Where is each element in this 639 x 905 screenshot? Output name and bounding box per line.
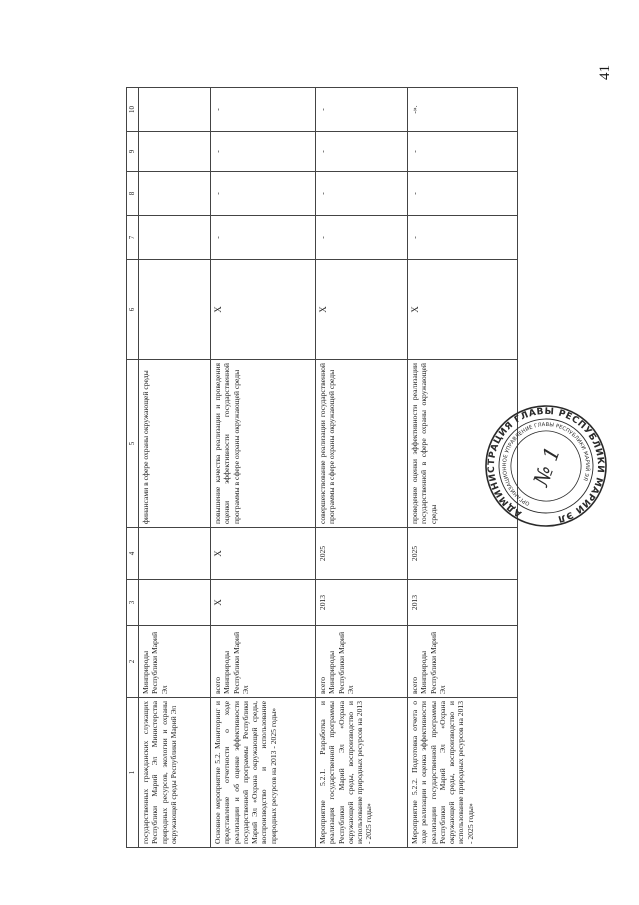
cell-result: повышение качества реализации и проведения оценки эффективности государственной программы в сфере охраны окружающей среды <box>211 360 316 528</box>
cell-col10: -». <box>408 88 518 132</box>
cell-total-label: всего <box>410 676 419 694</box>
cell-total-label: всего <box>213 676 222 694</box>
cell-executor <box>408 626 518 698</box>
cell-executor-name: Минприроды Республики Марий Эл <box>327 631 355 694</box>
official-seal-stamp <box>484 404 608 528</box>
seal-center-number: № 1 <box>528 443 566 490</box>
header-cell: 6 <box>127 260 139 360</box>
cell-total-label: всего <box>318 676 327 694</box>
header-row <box>127 88 139 848</box>
cell-activity: Основное мероприятие 5.2. Мониторинг и представление отчетности о ходе реализации и об оценке эффективности государственной программы Республики Марий Эл «Охрана окружающей среды, воспроизводство и использование природных ресурсов на 2013 - 2025 годы» <box>211 698 316 848</box>
program-table <box>126 87 518 848</box>
header-cell: 9 <box>127 132 139 172</box>
cell-col6: X <box>211 260 316 360</box>
cell-col10 <box>139 88 211 132</box>
cell-col9: - <box>316 132 408 172</box>
header-cell: 7 <box>127 216 139 260</box>
cell-result: совершенствование реализации государственной программы в сфере охраны окружающей среды <box>316 360 408 528</box>
cell-col7 <box>139 216 211 260</box>
cell-end-year: 2025 <box>316 528 408 580</box>
cell-col6: X <box>316 260 408 360</box>
cell-col8: - <box>211 172 316 216</box>
page-number: 41 <box>597 65 613 80</box>
cell-col8 <box>139 172 211 216</box>
header-cell: 5 <box>127 360 139 528</box>
cell-executor: Минприроды Республики Марий Эл <box>139 626 211 698</box>
cell-start-year: 2013 <box>408 580 518 626</box>
header-cell: 8 <box>127 172 139 216</box>
table-row <box>316 88 408 848</box>
cell-end-year: X <box>211 528 316 580</box>
header-cell: 2 <box>127 626 139 698</box>
cell-start-year <box>139 580 211 626</box>
cell-end-year: 2025 <box>408 528 518 580</box>
cell-start-year: 2013 <box>316 580 408 626</box>
cell-col7: - <box>211 216 316 260</box>
cell-col8: - <box>408 172 518 216</box>
table-row <box>139 88 211 848</box>
cell-executor <box>316 626 408 698</box>
cell-col10: - <box>211 88 316 132</box>
cell-executor-name: Минприроды Республики Марий Эл <box>222 631 250 694</box>
cell-col9: - <box>408 132 518 172</box>
cell-col8: - <box>316 172 408 216</box>
header-cell: 1 <box>127 698 139 848</box>
header-cell: 10 <box>127 88 139 132</box>
cell-start-year: X <box>211 580 316 626</box>
cell-executor-name: Минприроды Республики Марий Эл <box>419 631 447 694</box>
cell-activity: Мероприятие 5.2.2. Подготовка отчета о ходе реализации и оценка эффективности реализации государственной программы Республики Марий Эл «Охрана окружающей среды, воспроизводство и использование природных ресурсов на 2013 - 2025 годы» <box>408 698 518 848</box>
cell-col7: - <box>408 216 518 260</box>
table-row <box>211 88 316 848</box>
rotated-table-container <box>126 88 518 848</box>
cell-executor <box>211 626 316 698</box>
cell-col9 <box>139 132 211 172</box>
cell-col6: X <box>408 260 518 360</box>
cell-activity: государственных гражданских служащих Республики Марий Эл Министерства природных ресурсов, экологии и охраны окружающей среды Республики Марий Эл <box>139 698 211 848</box>
cell-end-year <box>139 528 211 580</box>
cell-result: проведение оценки эффективности реализации государственной в сфере охраны окружающей среды <box>408 360 518 528</box>
cell-activity: Мероприятие 5.2.1. Разработка и реализация государственной программы Республики Марий Эл «Охрана окружающей среды, воспроизводство и использование природных ресурсов на 2013 - 2025 годы» <box>316 698 408 848</box>
seal-inner-text: ОРГАНИЗАЦИОННОЕ УПРАВЛЕНИЕ ГЛАВЫ РЕСПУБЛИКИ МАРИЙ ЭЛ <box>501 421 591 507</box>
cell-col7: - <box>316 216 408 260</box>
header-cell: 3 <box>127 580 139 626</box>
cell-col10: - <box>316 88 408 132</box>
cell-col6 <box>139 260 211 360</box>
cell-result: финансами в сфере охраны окружающей среды <box>139 360 211 528</box>
header-cell: 4 <box>127 528 139 580</box>
seal-outer-text: АДМИНИСТРАЦИЯ ГЛАВЫ РЕСПУБЛИКИ МАРИЙ ЭЛ <box>486 406 606 524</box>
cell-col9: - <box>211 132 316 172</box>
